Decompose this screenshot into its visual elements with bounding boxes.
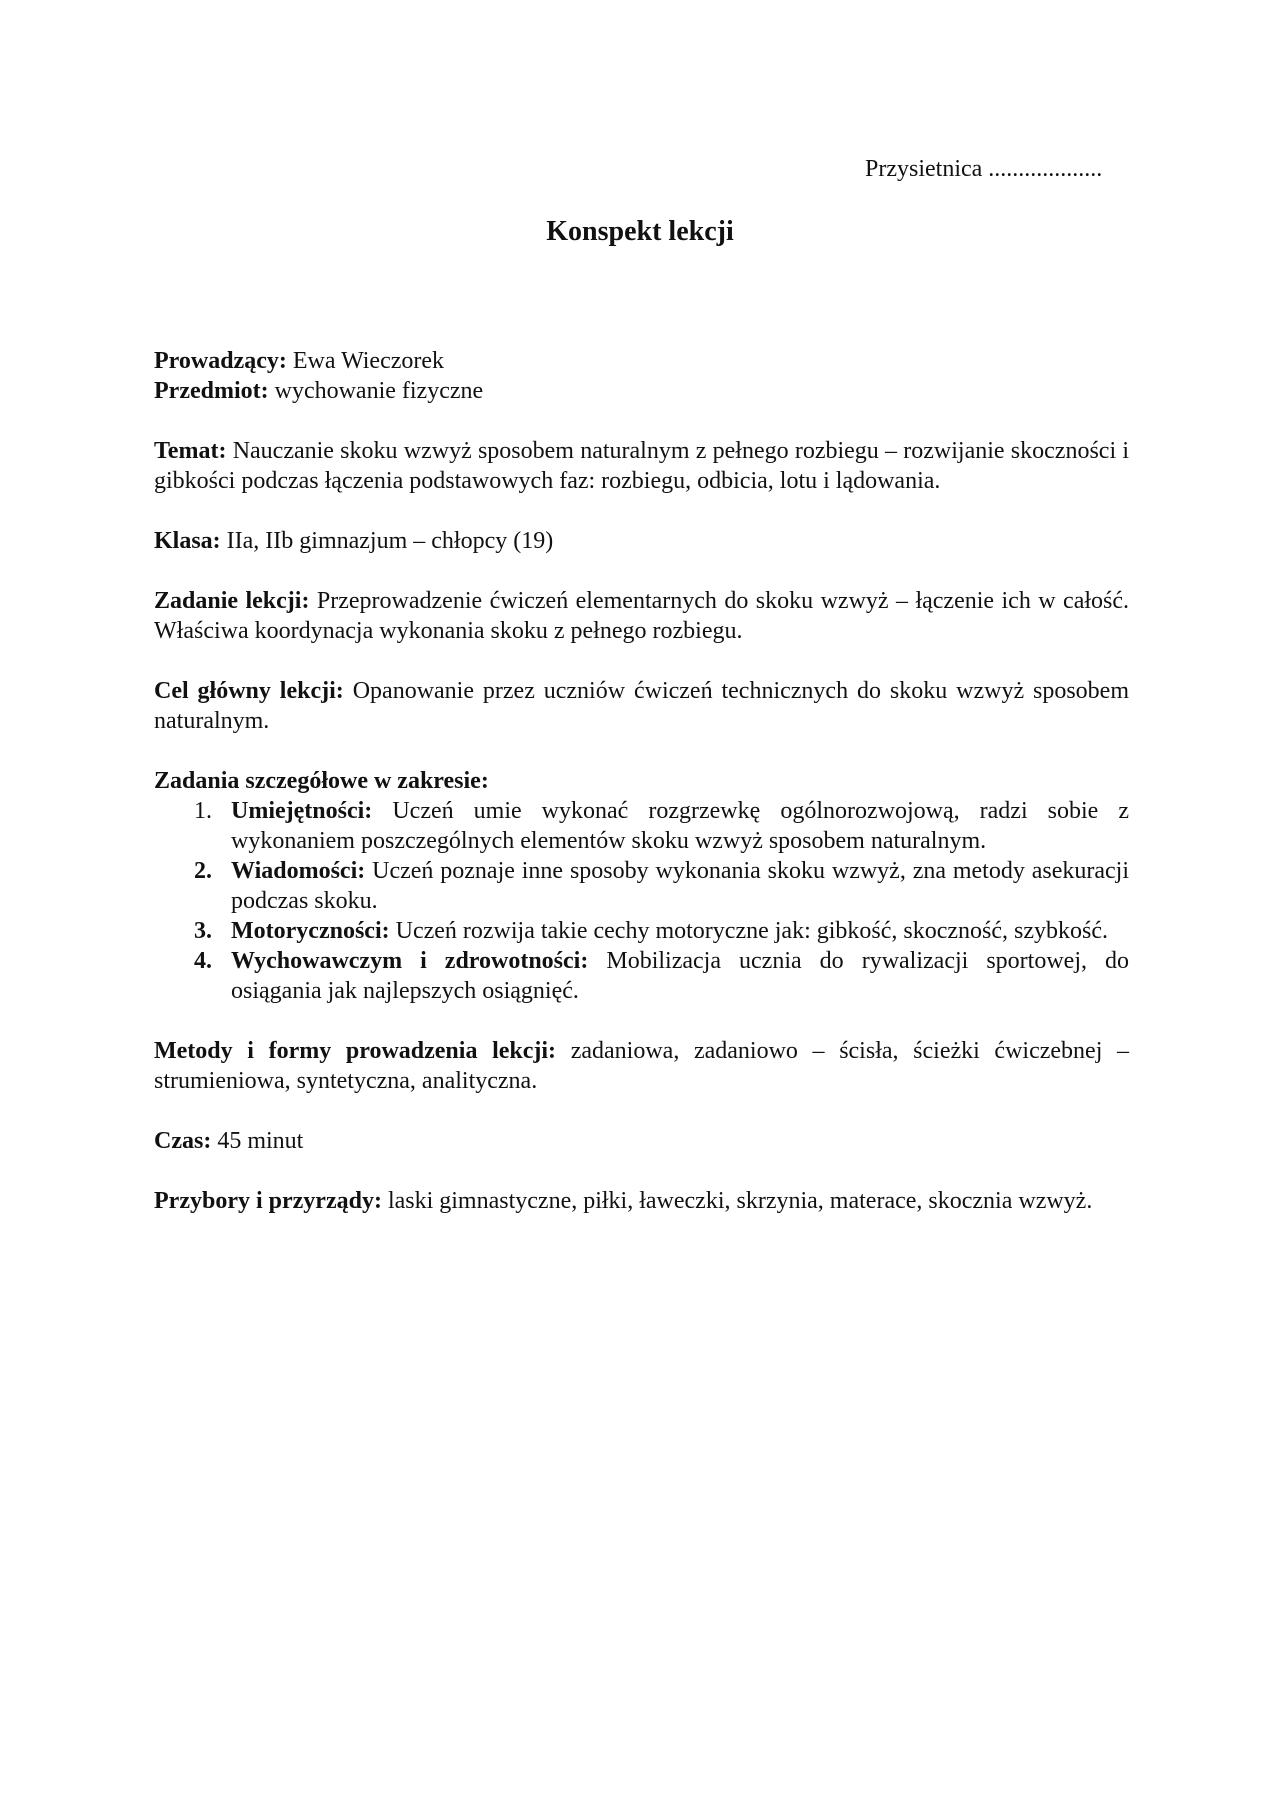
list-item-number: 3. [194,918,212,944]
teacher-line [154,346,1129,376]
document-title: Konspekt lekcji [546,216,734,247]
list-item-number: 1. [194,798,212,824]
methods-label: Metody i formy prowadzenia lekcji: [154,1038,557,1064]
topic-value: Nauczanie skoku wzwyż sposobem naturalnym z pełnego rozbiegu – rozwijanie skoczności i gibkości podczas łączenia podstawowych faz: rozbiegu, odbicia, lotu i lądowania. [154,438,1130,494]
methods-paragraph [154,1036,1129,1096]
list-item [194,946,1130,1006]
list-item-number: 4. [194,948,212,974]
teacher-value: Ewa Wieczorek [292,348,445,374]
list-item-number: 2. [194,858,212,884]
equipment-value: laski gimnastyczne, piłki, ławeczki, skrzynia, materace, skocznia wzwyż. [387,1188,1093,1214]
class-label: Klasa: [154,528,221,554]
list-item-label: Wiadomości: [231,858,366,884]
class-line [154,526,1129,556]
topic-paragraph [154,436,1129,496]
list-item-label: Wychowawczym i zdrowotności: [231,948,589,974]
subject-label: Przedmiot: [154,378,269,404]
class-value: IIa, IIb gimnazjum – chłopcy (19) [226,528,554,554]
equipment-label: Przybory i przyrządy: [154,1188,382,1214]
list-item-label: Umiejętności: [231,798,373,824]
place-date-line: Przysietnica ................... [865,156,1103,182]
time-value: 45 minut [217,1128,304,1154]
subject-line [154,376,1129,406]
lesson-task-paragraph [154,586,1129,646]
teacher-label: Prowadzący: [154,348,287,374]
subject-value: wychowanie fizyczne [274,378,484,404]
main-goal-label: Cel główny lekcji: [154,678,344,704]
list-item-text: Uczeń rozwija takie cechy motoryczne jak: gibkość, skoczność, szybkość. [395,918,1109,944]
list-item-text: Uczeń poznaje inne sposoby wykonania skoku wzwyż, zna metody asekuracji podczas skoku. [231,858,1129,914]
list-item [194,856,1129,916]
lesson-plan-body [154,346,1129,1216]
time-line [154,1126,1129,1156]
equipment-paragraph [154,1186,1129,1216]
time-label: Czas: [154,1128,212,1154]
topic-label: Temat: [154,438,227,464]
list-item-label: Motoryczności: [231,918,390,944]
main-goal-paragraph [154,676,1129,736]
detailed-tasks-heading: Zadania szczegółowe w zakresie: [154,768,489,794]
methods-value: zadaniowa, zadaniowo – ścisła, ścieżki ćwiczebnej – strumieniowa, syntetyczna, analityczna. [154,1038,1129,1094]
list-item [194,796,1130,856]
list-item-text: Mobilizacja ucznia do rywalizacji sportowej, do osiągania jak najlepszych osiągnięć. [231,948,1130,1004]
lesson-task-value: Przeprowadzenie ćwiczeń elementarnych do skoku wzwyż – łączenie ich w całość. Właściwa koordynacja wykonania skoku z pełnego rozbiegu. [154,588,1130,644]
lesson-task-label: Zadanie lekcji: [154,588,310,614]
list-item-text: Uczeń umie wykonać rozgrzewkę ogólnorozwojową, radzi sobie z wykonaniem poszczególnych elementów skoku wzwyż sposobem naturalnym. [231,798,1130,854]
detailed-tasks-list [154,796,1129,1006]
list-item [194,916,1129,946]
main-goal-value: Opanowanie przez uczniów ćwiczeń technicznych do skoku wzwyż sposobem naturalnym. [154,678,1130,734]
